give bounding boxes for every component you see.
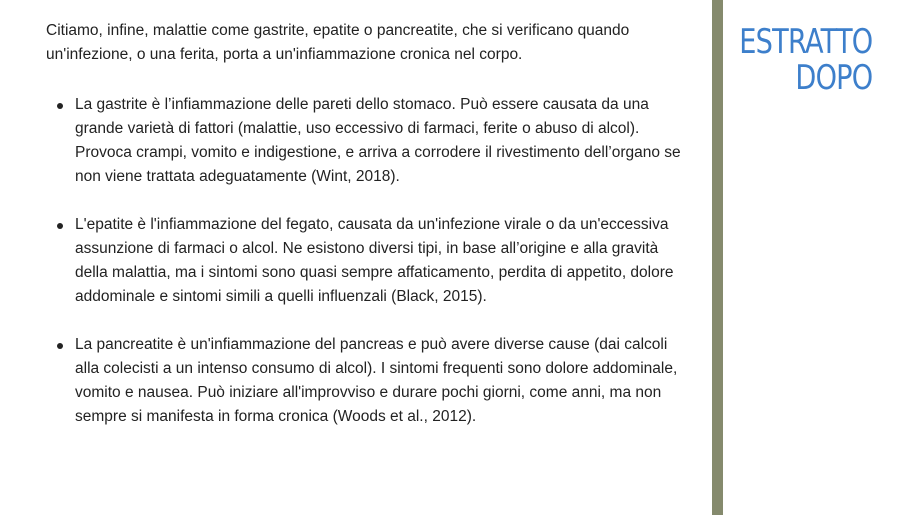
bullet-text: La gastrite è l’infiammazione delle pareti dello stomaco. Può essere causata da una grande varietà di fattori (malattie, uso eccessivo di farmaci, ferite o abuso di alcol). Provoca crampi, vomito e indigestione, e arriva a corrodere il rivestimento dell’organo se non viene trattata adeguatamente (Wint, 2018).	[75, 96, 681, 185]
intro-paragraph: Citiamo, infine, malattie come gastrite, epatite o pancreatite, che si verificano quando un'infezione, o una ferita, porta a un'infiammazione cronica nel corpo.	[46, 22, 630, 63]
side-title-line-1: ESTRATTO	[738, 22, 872, 62]
bullet-item-gastrite	[46, 93, 686, 189]
bullet-item-pancreatite	[46, 333, 686, 429]
side-title-line-2: DOPO	[795, 58, 872, 98]
bullet-dot-icon	[57, 103, 63, 109]
bullet-text: L'epatite è l'infiammazione del fegato, causata da un'infezione virale o da un'eccessiva assunzione di farmaci o alcol. Ne esistono diversi tipi, in base all’origine e alla gravità della malattia, ma i sintomi sono quasi sempre affaticamento, perdita di appetito, dolore addominale e sintomi simili a quelli influenzali (Black, 2015).	[75, 216, 674, 305]
bullet-text: La pancreatite è un'infiammazione del pancreas e può avere diverse cause (dai calcoli alla colecisti a un intenso consumo di alcol). I sintomi frequenti sono dolore addominale, vomito e nausea. Può iniziare all'improvviso e durare pochi giorni, come anni, ma non sempre si manifesta in forma cronica (Woods et al., 2012).	[75, 336, 678, 425]
bullet-item-epatite	[46, 213, 686, 309]
side-title	[739, 24, 872, 96]
main-content	[46, 19, 686, 453]
bullet-list	[46, 93, 686, 429]
vertical-divider	[712, 0, 723, 515]
bullet-dot-icon	[57, 223, 63, 229]
bullet-dot-icon	[57, 343, 63, 349]
